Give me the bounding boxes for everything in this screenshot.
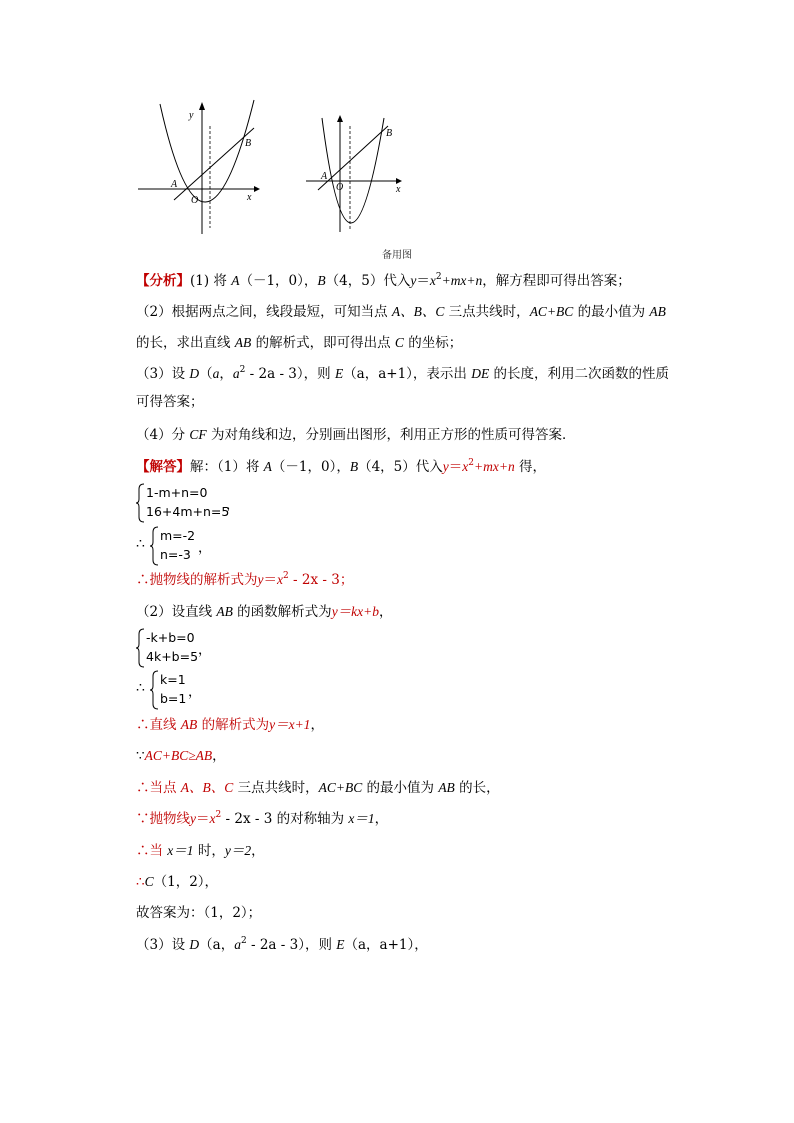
point-d: D bbox=[189, 366, 200, 381]
therefore-icon: ∴ bbox=[136, 680, 145, 696]
segment: DE bbox=[471, 366, 490, 381]
line-ab bbox=[318, 126, 388, 190]
parabola-figure-right bbox=[304, 112, 410, 234]
text: ∴当点 bbox=[136, 780, 181, 796]
text: （a，a+1），表示出 bbox=[343, 366, 472, 382]
solution-line-3 bbox=[136, 936, 428, 954]
analysis-line-5: 可得答案； bbox=[136, 394, 204, 410]
var-a: a bbox=[234, 937, 241, 952]
equation-system-1 bbox=[136, 483, 256, 523]
segment: CF bbox=[189, 427, 207, 442]
equation-system-2 bbox=[136, 526, 256, 566]
segment: AB bbox=[438, 780, 455, 795]
formula: x＝1 bbox=[167, 843, 194, 858]
point-e: E bbox=[334, 366, 344, 381]
y-axis-arrow bbox=[199, 102, 205, 110]
text: （3）设 bbox=[136, 937, 190, 953]
text: ＝ bbox=[416, 273, 430, 289]
text: 的长，求出直线 bbox=[136, 335, 235, 351]
point-a-label: A bbox=[171, 179, 178, 190]
point-a-label: A bbox=[321, 171, 328, 182]
text: ， bbox=[374, 811, 389, 827]
superscript: 2 bbox=[283, 571, 289, 581]
analysis-tag: 【分析】 bbox=[136, 273, 190, 289]
text: （4，5）代入 bbox=[325, 273, 411, 289]
formula: +mx+n bbox=[474, 459, 515, 474]
text: 三点共线时， bbox=[233, 780, 319, 796]
point-b: B bbox=[317, 273, 326, 288]
text: 时， bbox=[193, 843, 225, 859]
text: ∵抛物线 bbox=[136, 811, 190, 827]
text: （ bbox=[199, 366, 213, 382]
solution-line-collinear bbox=[136, 779, 500, 797]
text: ， bbox=[379, 604, 393, 620]
text: 的最小值为 bbox=[362, 780, 439, 796]
solution-line-c bbox=[136, 873, 218, 891]
solution-line-when bbox=[136, 842, 265, 860]
analysis-line-4 bbox=[136, 365, 669, 383]
text: （2）设直线 bbox=[136, 604, 217, 620]
y-axis-arrow bbox=[337, 115, 343, 122]
text: ＝ bbox=[263, 572, 277, 588]
point-c: C bbox=[394, 335, 404, 350]
var-x: x bbox=[429, 273, 436, 288]
text: 的函数解析式为 bbox=[232, 604, 332, 620]
formula: AC+BC≥AB bbox=[144, 748, 213, 763]
equation-system-4 bbox=[136, 670, 256, 710]
text: 的对称轴为 bbox=[272, 811, 349, 827]
text: ， bbox=[212, 748, 226, 764]
equation: 4k+b=5 bbox=[146, 649, 199, 664]
therefore-icon: ∴ bbox=[136, 536, 145, 552]
point-a: A bbox=[231, 273, 240, 288]
point-a: A bbox=[263, 459, 272, 474]
equation: b=1 bbox=[160, 691, 187, 706]
formula: - 2x - 3 bbox=[221, 811, 273, 827]
analysis-line-6 bbox=[136, 426, 575, 444]
points: A、B、C bbox=[180, 780, 234, 795]
text: 得， bbox=[514, 459, 547, 475]
solution-tag: 【解答】 bbox=[136, 459, 190, 475]
text: 的解析式，即可得出点 bbox=[251, 335, 395, 351]
text: 的解析式为 bbox=[197, 717, 270, 733]
text: （a，a+1）， bbox=[344, 937, 428, 953]
figure-caption: 备用图 bbox=[382, 250, 412, 261]
x-axis-arrow bbox=[254, 186, 260, 192]
text: 的坐标； bbox=[403, 335, 463, 351]
text: （2）根据两点之间，线段最短，可知当点 bbox=[136, 304, 392, 320]
analysis-line-1 bbox=[136, 272, 631, 290]
equation: m=-2 bbox=[160, 528, 196, 543]
points: A、B、C bbox=[391, 304, 445, 319]
var-y: y bbox=[410, 273, 417, 288]
y-label: y bbox=[189, 110, 194, 121]
formula: - 2x - 3； bbox=[288, 572, 354, 588]
text: ∴直线 bbox=[136, 717, 181, 733]
segment: AB bbox=[649, 304, 666, 319]
var-a: a bbox=[212, 366, 220, 381]
analysis-line-3 bbox=[136, 334, 462, 352]
text: 三点共线时， bbox=[444, 304, 530, 320]
text: ， bbox=[219, 366, 233, 382]
segment: AB bbox=[234, 335, 252, 350]
formula: y＝2 bbox=[224, 843, 252, 858]
text: （3）设 bbox=[136, 366, 190, 382]
superscript: 2 bbox=[468, 458, 474, 468]
point-b-label: B bbox=[245, 138, 252, 149]
text: ， bbox=[198, 540, 212, 556]
text: ∴抛物线的解析式为 bbox=[136, 572, 258, 588]
solution-line-2 bbox=[136, 603, 393, 621]
var-x: x bbox=[462, 459, 469, 474]
parabola-curve bbox=[322, 118, 384, 223]
solution-line-axis bbox=[136, 810, 388, 828]
formula: y＝kx+b bbox=[331, 604, 380, 619]
solution-line-inequality bbox=[136, 747, 226, 765]
superscript: 2 bbox=[240, 936, 247, 946]
var-x: x bbox=[209, 811, 216, 826]
formula: - 2a - 3），则 bbox=[245, 366, 335, 382]
text: （－1，0）， bbox=[271, 459, 350, 475]
text: 解：（1）将 bbox=[190, 459, 264, 475]
x-label: x bbox=[247, 192, 252, 203]
brace-icon bbox=[150, 526, 160, 566]
text: (1) 将 bbox=[190, 273, 232, 289]
point-d: D bbox=[189, 937, 200, 952]
text: 为对角线和边，分别画出图形，利用正方形的性质可得答案． bbox=[206, 427, 576, 443]
text: （4，5）代入 bbox=[358, 459, 443, 475]
text: ＝ bbox=[448, 459, 463, 475]
point-e: E bbox=[336, 937, 345, 952]
brace-icon bbox=[136, 628, 146, 668]
equation: -k+b=0 bbox=[146, 630, 195, 645]
text: 的长度，利用二次函数的性质 bbox=[489, 366, 670, 382]
var-a: a bbox=[232, 366, 240, 381]
superscript: 2 bbox=[239, 365, 246, 375]
equation-system-3 bbox=[136, 628, 256, 668]
solution-line-ab-eq bbox=[136, 716, 324, 734]
because-icon: ∵ bbox=[136, 748, 145, 764]
var-y: y bbox=[190, 811, 196, 826]
point-b-label: B bbox=[386, 128, 393, 139]
equation: k=1 bbox=[160, 672, 186, 687]
var-y: y bbox=[442, 459, 449, 474]
formula: +mx+n bbox=[441, 273, 483, 288]
segment: AB bbox=[216, 604, 233, 619]
text: （1，2）， bbox=[153, 874, 219, 890]
brace-icon bbox=[150, 670, 160, 710]
text: 的最小值为 bbox=[573, 304, 650, 320]
x-label: x bbox=[396, 184, 401, 195]
point-b: B bbox=[349, 459, 359, 474]
origin-label: O bbox=[336, 182, 344, 193]
formula: - 2a - 3），则 bbox=[246, 937, 337, 953]
solution-line-answer: 故答案为：（1，2）； bbox=[136, 905, 262, 921]
text: ， bbox=[198, 642, 212, 658]
var-x: x bbox=[277, 572, 283, 587]
solution-line-parabola bbox=[136, 571, 353, 589]
point-c: C bbox=[144, 874, 154, 889]
text: ， bbox=[188, 684, 202, 700]
formula: y＝x+1 bbox=[269, 717, 311, 732]
parabola-figure-left bbox=[136, 96, 266, 236]
text: ＝ bbox=[196, 811, 210, 827]
superscript: 2 bbox=[435, 272, 442, 282]
text: ， bbox=[226, 497, 240, 513]
var-y: y bbox=[257, 572, 264, 587]
origin-label: O bbox=[191, 195, 199, 206]
text: 的长， bbox=[454, 780, 500, 796]
equation: n=-3 bbox=[160, 547, 191, 562]
formula: AC+BC bbox=[318, 780, 363, 795]
therefore-icon: ∴ bbox=[136, 874, 145, 890]
equation: 1-m+n=0 bbox=[146, 485, 208, 500]
text: ∴当 bbox=[136, 843, 168, 859]
formula: x＝1 bbox=[348, 811, 375, 826]
brace-icon bbox=[136, 483, 146, 523]
text: （a， bbox=[199, 937, 235, 953]
text: （－1，0）， bbox=[239, 273, 318, 289]
segment: AB bbox=[180, 717, 198, 732]
solution-line-1 bbox=[136, 458, 546, 476]
formula: AC+BC bbox=[529, 304, 574, 319]
equation: 16+4m+n=5 bbox=[146, 504, 230, 519]
text: （4）分 bbox=[136, 427, 190, 443]
analysis-line-2 bbox=[136, 303, 666, 321]
text: ，解方程即可得出答案； bbox=[482, 273, 631, 289]
superscript: 2 bbox=[215, 810, 222, 820]
text: ， bbox=[310, 717, 324, 733]
text: ， bbox=[251, 843, 265, 859]
